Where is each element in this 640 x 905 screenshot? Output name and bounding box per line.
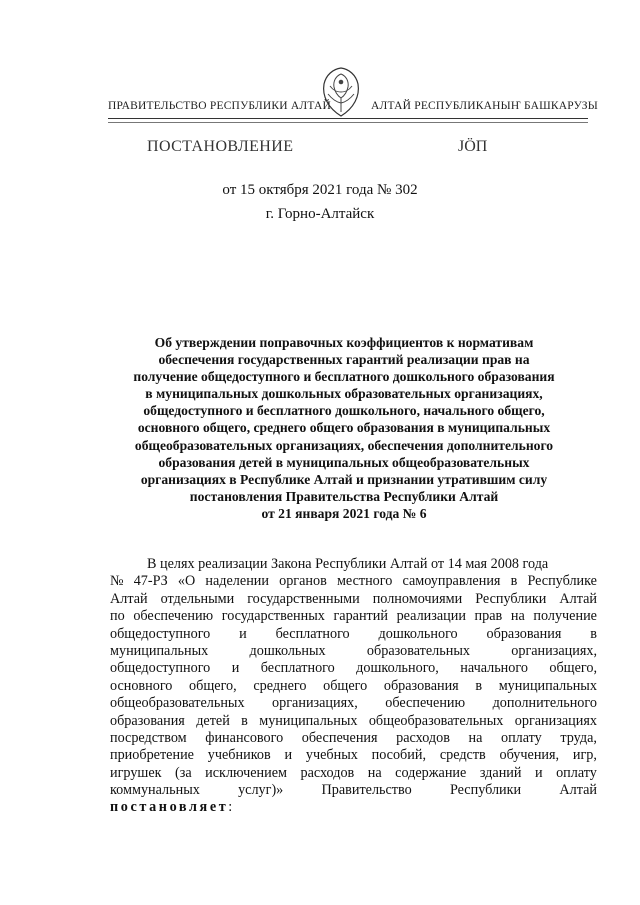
word: общего <box>323 677 368 694</box>
word: посредством <box>110 729 187 746</box>
title-line: от 21 января 2021 года № 6 <box>261 505 427 521</box>
word: обеспечению <box>133 608 214 625</box>
title-line: организациях в Республике Алтай и признании утратившим силу <box>140 471 548 487</box>
document-type-altai: ЈӦП <box>458 138 488 155</box>
word: государственными <box>247 590 360 607</box>
word: Алтай <box>559 590 597 607</box>
word: труда, <box>560 729 597 746</box>
word: обеспечения <box>301 729 378 746</box>
word: Правительство <box>321 782 412 799</box>
word: наделении <box>205 573 269 590</box>
body-line <box>110 695 597 712</box>
body-line <box>110 678 597 695</box>
word: бесплатного <box>275 625 350 642</box>
document-type: ПОСТАНОВЛЕНИЕ <box>147 138 294 155</box>
word: оплату <box>556 764 597 781</box>
word: в <box>590 625 597 642</box>
word: полномочиями <box>372 590 463 607</box>
word: учебников <box>207 747 271 764</box>
word: дополнительного <box>492 695 597 712</box>
word: общедоступного <box>110 660 211 677</box>
word: государственных <box>221 608 325 625</box>
word: на <box>367 764 382 781</box>
title-line: общеобразовательных организациях, обеспечения дополнительного <box>134 437 554 453</box>
title-line: основного общего, среднего общего образования в муниципальных <box>137 420 551 436</box>
decree-word: постановляет <box>110 799 229 816</box>
title-line: образования детей в муниципальных общеобразовательных <box>158 454 530 470</box>
word: игр, <box>572 747 597 764</box>
body-line <box>110 626 597 643</box>
word: организациях, <box>511 642 597 659</box>
word: на <box>510 608 525 625</box>
body-line <box>110 730 597 747</box>
word: и <box>231 660 240 677</box>
word: пособий, <box>371 747 427 764</box>
title-line: в муниципальных дошкольных образовательных организациях, <box>145 386 543 402</box>
title-line: Об утверждении поправочных коэффициентов к нормативам <box>154 335 534 350</box>
word: Республики <box>475 590 547 607</box>
word: начального <box>460 660 528 677</box>
word: Алтай <box>559 782 597 799</box>
word: услуг)» <box>238 782 284 799</box>
word: и <box>284 747 293 764</box>
word: отдельными <box>160 590 235 607</box>
body-line <box>110 747 597 764</box>
word: по <box>110 608 125 625</box>
date-line: от 15 октября 2021 года № 302 <box>222 182 418 198</box>
word: № <box>110 573 124 590</box>
word: расходов <box>396 729 450 746</box>
word: самоуправления <box>402 573 501 590</box>
title-line: обеспечения государственных гарантий реализации прав на <box>158 352 530 368</box>
word: образования <box>110 712 185 729</box>
body-line <box>110 608 597 625</box>
word: общего, <box>189 677 237 694</box>
word: прав <box>474 608 503 625</box>
word: гарантий <box>333 608 388 625</box>
word: реализации <box>396 608 466 625</box>
word: (за <box>175 764 192 781</box>
body-line: В целях реализации Закона Республики Алтай от 14 мая 2008 года <box>147 556 549 572</box>
word: в <box>241 712 248 729</box>
word: средств <box>439 747 486 764</box>
word: зданий <box>479 764 522 781</box>
word: местного <box>336 573 393 590</box>
word: образования <box>383 677 459 694</box>
word: 47-РЗ <box>133 573 168 590</box>
word: учебных <box>305 747 358 764</box>
body-line <box>110 765 597 782</box>
word: коммунальных <box>110 782 200 799</box>
document-title <box>100 334 588 522</box>
word: Республики <box>449 782 522 799</box>
word: муниципальных <box>259 712 358 729</box>
word: игрушек <box>110 764 162 781</box>
word: оплату <box>500 729 542 746</box>
city-line: г. Горно-Алтайск <box>265 206 375 222</box>
word: дошкольного, <box>356 660 439 677</box>
body-line <box>110 573 597 590</box>
body-line <box>110 660 597 677</box>
word: детей <box>196 712 230 729</box>
word: финансового <box>205 729 284 746</box>
word: приобретение <box>110 747 194 764</box>
word: органов <box>279 573 327 590</box>
header-rule <box>108 118 588 119</box>
word: расходов <box>300 764 355 781</box>
word: в <box>475 677 483 694</box>
header-right: АЛТАЙ РЕСПУБЛИКАНЫҤ БАШКАРУЗЫ <box>371 100 598 112</box>
word: общеобразовательных <box>368 712 504 729</box>
word: муниципальных <box>498 677 597 694</box>
word: образовательных <box>366 642 470 659</box>
word: общедоступного <box>110 625 211 642</box>
word: дошкольных <box>249 642 326 659</box>
word: в <box>510 573 518 590</box>
word: «О <box>177 573 196 590</box>
word: получение <box>533 608 597 625</box>
word: и <box>239 625 247 642</box>
word: организациях <box>514 712 597 729</box>
word: общего, <box>549 660 597 677</box>
word: основного <box>110 677 173 694</box>
word: муниципальных <box>110 642 209 659</box>
title-line: общедоступного и бесплатного дошкольного, начального общего, <box>143 403 545 419</box>
word: обучения, <box>499 747 560 764</box>
body-line <box>110 591 597 608</box>
word: на <box>468 729 483 746</box>
word: организациях, <box>272 695 358 712</box>
word: Алтай <box>110 590 148 607</box>
word: образования <box>486 625 562 642</box>
header-rule-thin <box>108 122 588 123</box>
word: дошкольного <box>378 625 458 642</box>
word: среднего <box>253 677 307 694</box>
word: бесплатного <box>260 660 335 677</box>
decree-punct: : <box>228 799 233 816</box>
body-line <box>110 643 597 660</box>
word: общеобразовательных <box>110 695 245 712</box>
title-line: постановления Правительства Республики Алтай <box>189 488 499 504</box>
title-line: получение общедоступного и бесплатного дошкольного образования <box>133 369 555 385</box>
header-left: ПРАВИТЕЛЬСТВО РЕСПУБЛИКИ АЛТАЙ <box>108 100 332 112</box>
word: и <box>534 764 543 781</box>
body-paragraph <box>110 556 597 817</box>
word: исключением <box>205 764 287 781</box>
body-line <box>110 782 597 799</box>
word: обеспечению <box>385 695 466 712</box>
body-line <box>110 713 597 730</box>
decree-line <box>110 799 597 816</box>
word: Республике <box>527 573 597 590</box>
word: содержание <box>395 764 467 781</box>
